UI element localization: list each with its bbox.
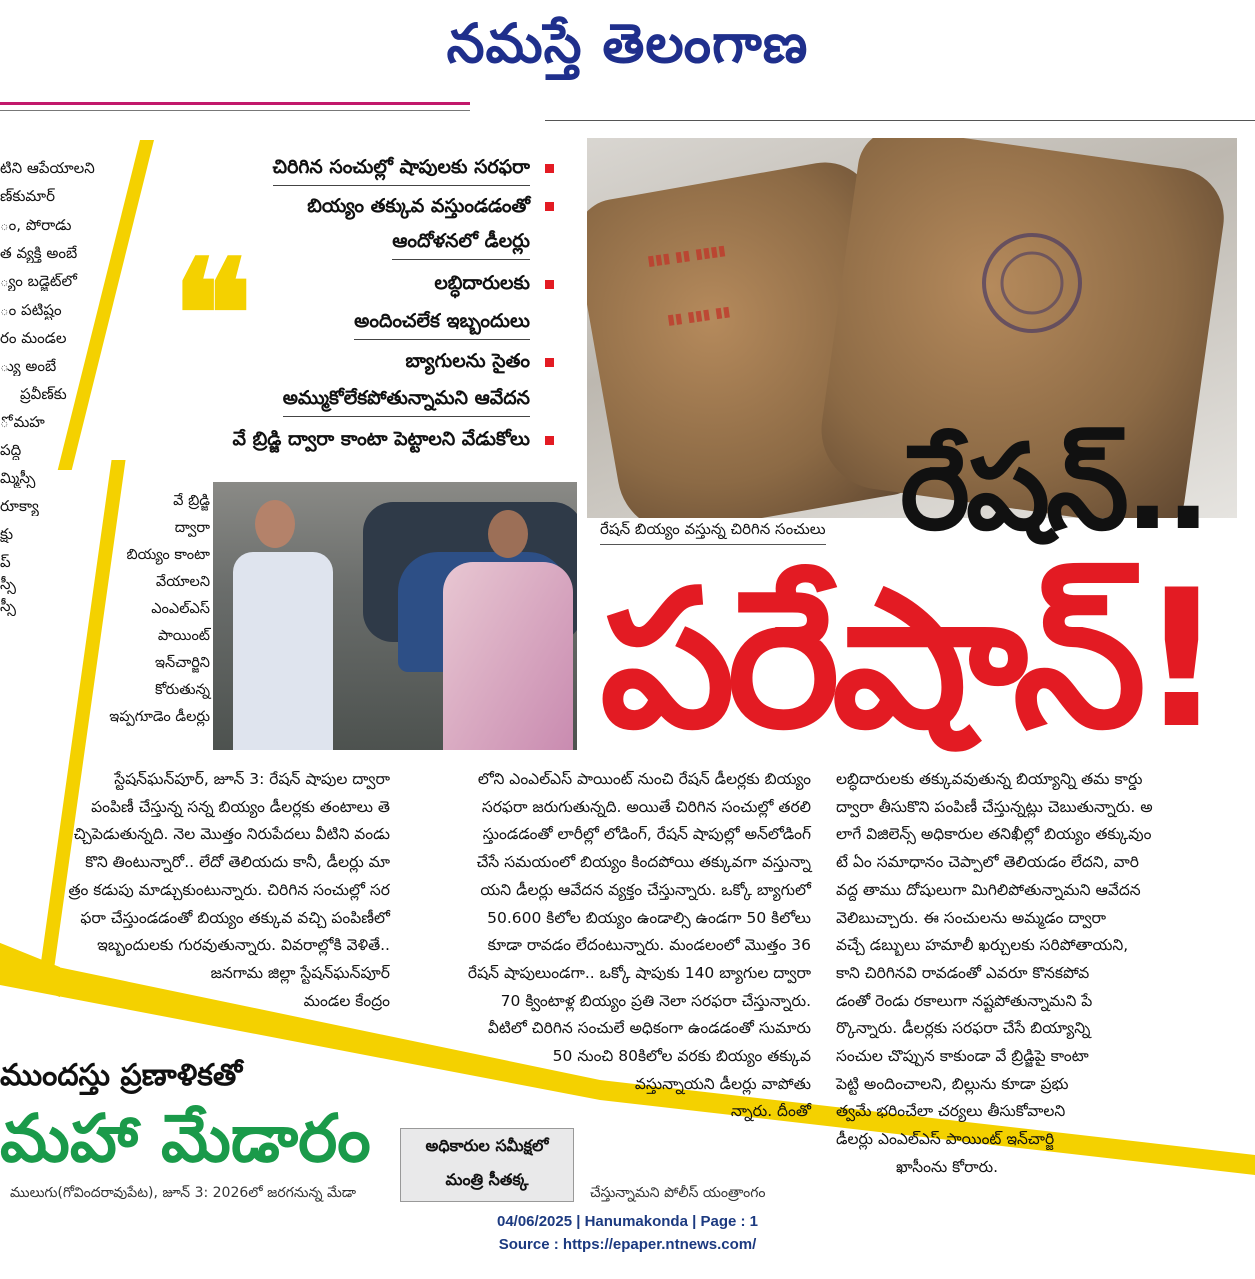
fragment-line: ప్ (0, 553, 11, 571)
body-line: మండల కేంద్రం (303, 991, 390, 1010)
body-line: వచ్చే డబ్బులు హమాలీ ఖర్చులకు సరిపోతాయని, (836, 936, 1129, 955)
body-line: టే ఏం సమాధానం చెప్పాలో తెలియడం లేదని, వారి (836, 853, 1139, 872)
masthead-rule (0, 102, 470, 105)
body-line: 50 నుంచి 80కిలోల వరకు బియ్యం తక్కువ (552, 1047, 811, 1066)
body-line: వీటిలో చిరిగిన సంచులే అధికంగా ఉండడంతో సుమారు (487, 1019, 811, 1038)
body-column-1 (60, 766, 390, 1015)
body-line: వద్ద తాము దోషులుగా మిగిలిపోతున్నామని ఆవేదన (836, 880, 1141, 899)
fragment-line: ప్రవీణ్‌కు (20, 385, 67, 403)
bottom-headline: మహా మేడారం (0, 1100, 371, 1177)
fragment-line: ్యు అంబే (0, 357, 57, 375)
caption-line: ద్వారా (174, 520, 210, 536)
bullet-icon (545, 280, 554, 289)
caption-line: బియ్యం కాంటా (126, 547, 210, 563)
body-line: కాని చిరిగినవి రావడంతో ఎవరూ కొనకపోవ (836, 963, 1090, 982)
bottom-kicker: ముందస్తు ప్రణాళికతో (0, 1058, 243, 1093)
fragment-line: ్యం బడ్జెట్‌లో (0, 272, 77, 290)
body-line: కొని తింటున్నారో.. లేదో తెలియదు కానీ, డీలర్లు మా (85, 853, 390, 872)
body-line: యని డీలర్లు ఆవేదన వ్యక్తం చేస్తున్నారు. ఒక్కో బ్యాగులో (480, 880, 811, 899)
body-line: సరఫరా జరుగుతున్నది. అయితే చిరిగిన సంచుల్లో తరలి (481, 797, 811, 816)
fragment-line: రూక్యా (0, 497, 39, 515)
highlight-line: లబ్ధిదారులకు (434, 272, 530, 294)
fragment-line: మ్మిస్సీ (0, 469, 36, 487)
quote-icon: ❝ (172, 227, 253, 403)
highlight-line: వే బ్రిడ్జి ద్వారా కాంటా పెట్టాలని వేడుకోలు (232, 428, 530, 450)
highlight-line: బ్యాగులను సైతం (405, 350, 530, 372)
body-line: డీలర్లు ఎంఎల్‌ఎస్‌ పాయింట్‌ ఇన్‌చార్జి (836, 1130, 1055, 1149)
body-line: సంచుల చొప్పున కాకుండా వే బ్రిడ్జిపై కాంటా (836, 1047, 1089, 1066)
fragment-line: ో మహ (0, 413, 45, 431)
man-figure (233, 552, 333, 750)
caption-line: పాయింట్‌ (157, 628, 210, 644)
body-line: 50.600 కిలోల బియ్యం ఉండాల్సి ఉండగా 50 కిలోలు (487, 908, 811, 927)
body-line: వస్తున్నాయని డీలర్లు వాపోతు (634, 1074, 811, 1093)
top-rule-right (545, 120, 1255, 121)
side-box-line: అధికారుల సమీక్షలో (425, 1136, 549, 1155)
bullet-icon (545, 436, 554, 445)
photo-dealers (213, 482, 577, 750)
body-line: త్వమే భరించేలా చర్యలు తీసుకోవాలని (836, 1102, 1066, 1121)
highlight-line: అందించలేక ఇబ్బందులు (354, 310, 530, 340)
caption-line: ఇన్‌చార్జిని (155, 655, 210, 671)
highlight-line: బియ్యం తక్కువ వస్తుండడంతో (307, 195, 530, 217)
body-line: ఇబ్బందులకు గురవుతున్నారు. వివరాల్లోకి వెళితే.. (97, 936, 390, 955)
bottom-right-fragment: చేస్తున్నామని పోలీస్‌ యంత్రాంగం (590, 1185, 766, 1201)
body-line: డంతో రెండు రకాలుగా నష్టపోతున్నామని పే (836, 991, 1093, 1010)
body-line: జనగామ జిల్లా స్టేషన్‌ఘన్‌పూర్‌ (210, 963, 390, 982)
caption-line: ఎంఎల్‌ఎస్‌ (151, 601, 210, 617)
fragment-line: ం పటిష్టం (0, 301, 62, 319)
body-line: పెట్టి అందించాలని, బిల్లును కూడా ప్రభు (836, 1074, 1069, 1093)
side-box-line: మంత్రి సీతక్క (445, 1170, 529, 1189)
body-line: ఖాసీంను కోరారు. (896, 1157, 999, 1176)
caption-line: వేయాలని (155, 574, 210, 590)
headline-line-2: పరేషాన్‌! (600, 549, 1217, 770)
bottom-dateline: ములుగు(గోవిందరావుపేట), జూన్‌ 3: 2026లో జరగనున్న మేడా (10, 1185, 357, 1201)
body-line: 70 క్వింటాళ్ల బియ్యం ప్రతి నెలా సరఫరా చేస్తున్నారు. (500, 991, 811, 1010)
body-line: పంపిణీ చేస్తున్న సన్న బియ్యం డీలర్లకు తంటాలు తె (91, 797, 390, 816)
bullet-icon (545, 358, 554, 367)
body-column-3 (836, 766, 1206, 1182)
caption-line: కోరుతున్న (154, 682, 210, 698)
body-line: రేషన్‌ షాపులుండగా.. ఒక్కో షాపుకు 140 బ్యాగుల ద్వారా (467, 963, 811, 982)
body-line: ఫరా చేస్తుండడంతో బియ్యం తక్కువ వచ్చి పంపిణీలో (80, 908, 390, 927)
footer-source-link[interactable]: Source : https://epaper.ntnews.com/ (498, 1236, 757, 1253)
fragment-line: స్సీ (0, 597, 16, 615)
photo-caption: రేషన్‌ బియ్యం వస్తున్న చిరిగిన సంచులు (600, 520, 826, 545)
body-line: కూడా రావడం లేదంటున్నారు. మండలంలో మొత్తం 36 (487, 936, 811, 955)
caption-line: ఇప్పగూడెం డీలర్లు (109, 709, 210, 725)
fragment-line: పద్ధి (0, 441, 22, 459)
sack-stamp: ▮▮ ▮▮▮ ▮▮ (666, 303, 732, 329)
body-line: చేసే సమయంలో బియ్యం కిందపోయి తక్కువగా వస్తున్నా (476, 853, 811, 872)
footer (0, 1210, 1255, 1256)
fragment-line: ణ్‌కుమార్ (0, 187, 55, 205)
fragment-line: స్సీ (0, 575, 16, 593)
highlight-line: అమ్ముకోలేకపోతున్నామని ఆవేదన (283, 387, 530, 417)
masthead (0, 0, 1255, 100)
body-line: త్రం కడుపు మాడ్చుకుంటున్నారు. చిరిగిన సంచుల్లో సర (68, 880, 390, 899)
fragment-line: త వ్యక్తి అంబే (0, 244, 78, 262)
fragment-line: క్షు (0, 525, 14, 543)
fragment-line: ం, పోరాడు (0, 216, 72, 234)
woman-head (488, 510, 528, 558)
footer-date-line: 04/06/2025 | Hanumakonda | Page : 1 (496, 1213, 758, 1230)
man-head (255, 500, 295, 548)
masthead-rule-thin (0, 110, 470, 111)
highlight-line: చిరిగిన సంచుల్లో షాపులకు సరఫరా (273, 156, 530, 186)
highlight-line: ఆందోళనలో డీలర్లు (392, 230, 530, 260)
photo-caption-people (109, 488, 210, 731)
body-line: న్నారు. దీంతో (730, 1102, 811, 1121)
body-column-2 (416, 766, 811, 1126)
body-line: వెలిబుచ్చారు. ఈ సంచులను అమ్మడం ద్వారా (836, 908, 1107, 927)
body-line: లోని ఎంఎల్‌ఎస్‌ పాయింట్‌ నుంచి రేషన్‌ డీలర్లకు బియ్యం (477, 770, 811, 788)
side-box (400, 1128, 574, 1202)
fragment-line: టిని ఆపేయాలని (0, 159, 95, 177)
body-line: ద్వారా తీసుకొని పంపిణీ చేస్తున్నట్లు చెబుతున్నారు. అ (836, 797, 1153, 816)
sack-seal-icon (977, 228, 1087, 338)
body-line: చ్చిపెడుతున్నది. నెల మొత్తం నిరుపేదలు వీటిని వండు (73, 825, 390, 844)
body-line: ర్కొన్నారు. డీలర్లకు సరఫరా చేసే బియ్యాన్ని (836, 1019, 1091, 1038)
caption-line: వే బ్రిడ్జి (173, 493, 210, 509)
body-line: స్తుండడంతో లారీల్లో లోడింగ్‌, రేషన్‌ షాపుల్లో అన్‌లోడింగ్‌ (482, 825, 811, 844)
masthead-title: నమస్తే తెలంగాణ (446, 12, 809, 75)
fragment-line: రం మండల (0, 329, 67, 347)
body-line: స్టేషన్‌ఘన్‌పూర్‌, జూన్‌ 3: రేషన్‌ షాపుల ద్వారా (114, 770, 390, 788)
woman-figure (443, 562, 573, 750)
body-line: లబ్ధిదారులకు తక్కువవుతున్న బియ్యాన్ని తమ కార్డు (836, 770, 1143, 788)
headline-line-1: రేషన్‌.. (900, 418, 1207, 556)
body-line: లాగే విజిలెన్స్‌ అధికారుల తనిఖీల్లో బియ్యం తక్కువుం (836, 825, 1152, 844)
bullet-icon (545, 202, 554, 211)
sack-stamp: ▮▮▮ ▮▮ ▮▮▮▮ (646, 242, 727, 270)
bullet-icon (545, 164, 554, 173)
